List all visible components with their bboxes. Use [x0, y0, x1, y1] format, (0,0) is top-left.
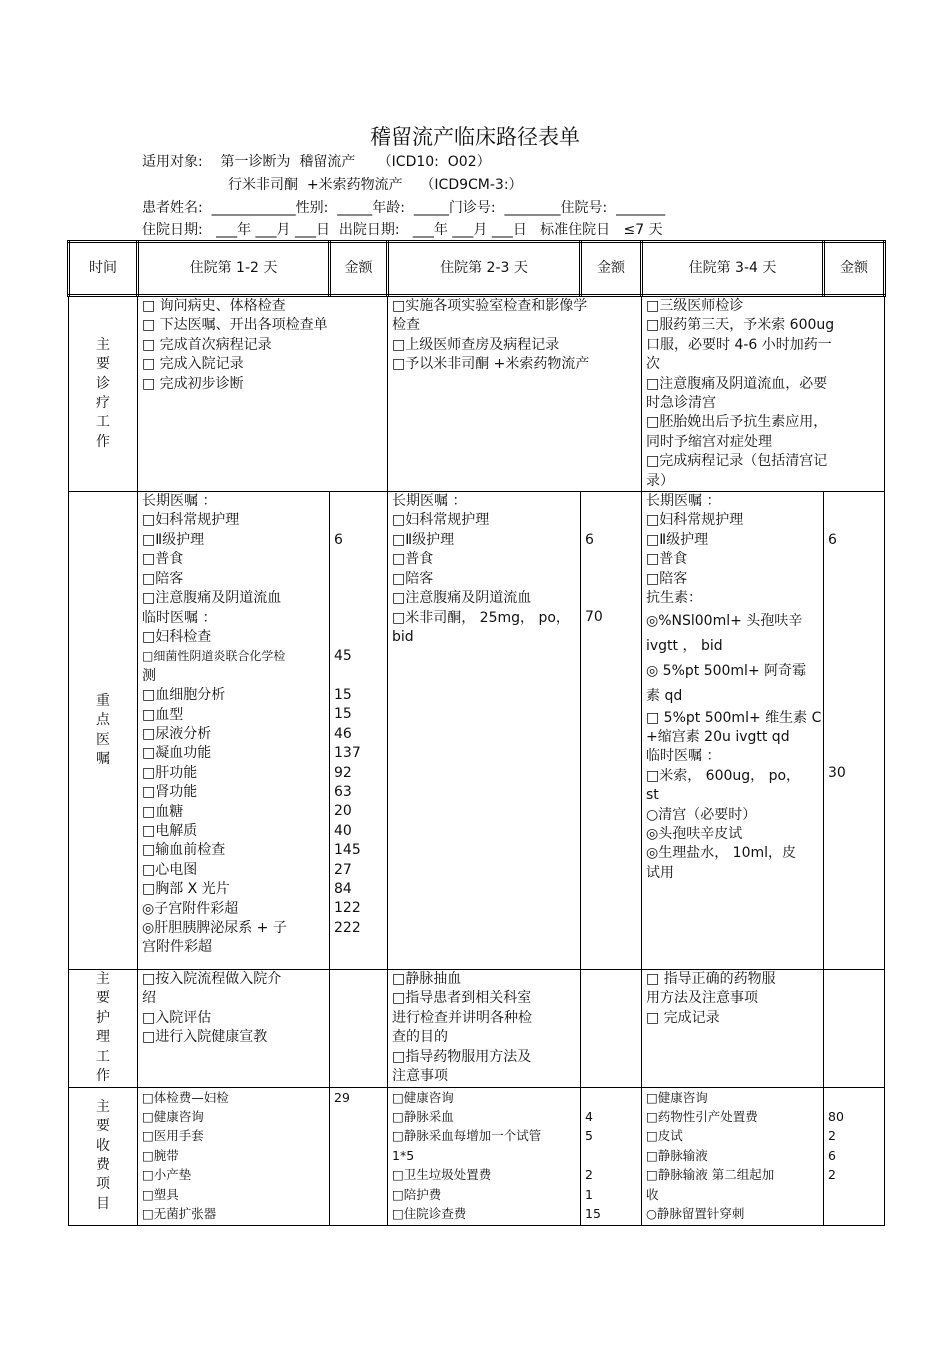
- orders-day3-line: ◎ 5%pt 500ml+ 阿奇霉: [646, 662, 807, 679]
- fees-day2-line: □卫生垃圾处置费: [392, 1167, 492, 1183]
- nursing-amount1: [330, 970, 388, 1087]
- main-work-day1-line: □ 完成初步诊断: [142, 375, 244, 392]
- orders-day1-line: □肾功能: [142, 784, 198, 801]
- orders-amount1-line: 6: [334, 531, 343, 548]
- fees-day3: [642, 1087, 824, 1225]
- main-work-day3: [642, 296, 885, 492]
- orders-day1-line: □尿液分析: [142, 725, 212, 742]
- main-work-day2-line: □予以米非司酮 +米索药物流产: [392, 356, 590, 373]
- fees-day3-line: □健康咨询: [646, 1089, 708, 1105]
- orders-day1-line: □Ⅱ级护理: [142, 531, 205, 548]
- orders-amount1-line: [334, 938, 383, 957]
- orders-amount2-line: [585, 511, 637, 530]
- main-work-day2-line: □实施各项实验室检查和影像学: [392, 298, 588, 314]
- orders-amount3-line: [828, 550, 880, 569]
- orders-day3-line: 临时医嘱 ：: [646, 748, 721, 765]
- main-work-day3-line: 录）: [646, 472, 674, 489]
- fees-day3-line: 收: [646, 1186, 659, 1202]
- col-day3: 住院第 3-4 天: [642, 242, 824, 296]
- header-applicable-object: 适用对象: 第一诊断为 稽留流产 （ICD10: O02）: [142, 154, 491, 170]
- nursing-day1-line: 绍: [142, 990, 156, 1007]
- nursing-day1-line: □按入院流程做入院介: [142, 971, 282, 988]
- nursing-amount2: [581, 970, 642, 1087]
- nursing-amount3: [824, 970, 885, 1087]
- fees-amount2-line: 15: [585, 1205, 601, 1221]
- orders-day2-line: □普食: [392, 551, 434, 568]
- fees-day1-line: □健康咨询: [142, 1108, 204, 1124]
- orders-day3-line: □陪客: [646, 570, 688, 587]
- fees-amount3-line: [828, 1204, 880, 1223]
- fees-day1-line: □塑具: [142, 1186, 179, 1202]
- orders-day3-line: +缩宫素 20u ivgtt qd: [646, 728, 790, 745]
- orders-amount3-line: 30: [828, 764, 846, 781]
- orders-amount2-line: 70: [585, 609, 603, 626]
- fees-day3-line: □皮试: [646, 1128, 683, 1144]
- fees-day1-line: □小产垫: [142, 1167, 192, 1183]
- fees-day2: [388, 1087, 581, 1225]
- orders-amount1-line: [334, 511, 383, 530]
- fees-amount1-line: [334, 1146, 383, 1165]
- main-work-day3-line: 次: [646, 356, 660, 373]
- fees-day3-line: □静脉输液: [646, 1147, 708, 1163]
- orders-amount2: [581, 492, 642, 970]
- nursing-day3-line: □ 完成记录: [646, 1009, 720, 1026]
- fees-amount1: [330, 1087, 388, 1225]
- nursing-day1-line: □入院评估: [142, 1009, 212, 1026]
- main-work-day2-line: 检查: [392, 317, 420, 334]
- orders-day2-line: 长期医嘱 ：: [392, 493, 467, 510]
- orders-amount1-line: [334, 492, 383, 511]
- orders-amount3-line: [828, 783, 880, 802]
- orders-amount3-line: [828, 744, 880, 763]
- orders-amount1-line: 45: [334, 648, 352, 665]
- orders-amount3-line: [828, 822, 880, 841]
- fees-amount3-line: 2: [828, 1167, 836, 1183]
- orders-amount1-line: 92: [334, 764, 352, 781]
- orders-day3-line: □Ⅱ级护理: [646, 531, 709, 548]
- row-label-nursing: 主要护理工作: [96, 971, 110, 1085]
- fees-amount3-line: 80: [828, 1108, 844, 1124]
- fees-amount2-line: 1: [585, 1186, 593, 1202]
- orders-amount1-line: 46: [334, 725, 352, 742]
- main-work-day1-line: □ 完成首次病程记录: [142, 336, 272, 353]
- fees-day2-line: □静脉采血: [392, 1108, 454, 1124]
- fees-amount1-line: [334, 1184, 383, 1203]
- row-fees: [69, 1087, 885, 1225]
- fees-amount2-line: 5: [585, 1128, 593, 1144]
- orders-day2-line: □陪客: [392, 570, 434, 587]
- orders-day1-line: □妇科检查: [142, 628, 212, 645]
- col-day2: 住院第 2-3 天: [388, 242, 581, 296]
- orders-day3-line: □ 5%pt 500ml+ 维生素 C: [646, 709, 822, 726]
- fees-amount3-line: 6: [828, 1147, 836, 1163]
- main-work-day1-line: □ 完成入院记录: [142, 356, 244, 373]
- orders-amount3-line: [828, 686, 880, 705]
- orders-amount1-line: 15: [334, 687, 352, 703]
- fees-amount2-line: [585, 1088, 637, 1107]
- orders-amount3-line: [828, 705, 880, 724]
- orders-amount3-line: [828, 647, 880, 666]
- orders-day1-line: ◎子宫附件彩超: [142, 900, 239, 917]
- orders-day1-line: □胸部 X 光片: [142, 881, 230, 898]
- orders-amount2-line: [585, 550, 637, 569]
- orders-day1-line: □血型: [142, 706, 184, 723]
- orders-day3-line: 长期医嘱 ：: [646, 493, 721, 510]
- nursing-day2-line: □指导药物服用方法及: [392, 1048, 532, 1065]
- fees-amount1-line: [334, 1107, 383, 1126]
- main-work-day3-line: 时急诊清宫: [646, 395, 716, 412]
- fees-day1-line: □体检费—妇检: [142, 1089, 229, 1105]
- orders-amount2-line: [585, 589, 637, 608]
- fees-day2-line: □静脉采血每增加一个试管: [392, 1128, 542, 1144]
- orders-day3-line: □妇科常规护理: [646, 512, 744, 529]
- orders-day2: [388, 492, 581, 970]
- main-work-day3-line: □注意腹痛及阴道流血，必要: [646, 375, 828, 392]
- fees-day1-line: □无菌扩张器: [142, 1205, 217, 1221]
- main-work-day1-line: □ 询问病史、体格检查: [142, 298, 286, 314]
- orders-day3-line: ◎%NSl00ml+ 头孢呋辛: [646, 612, 803, 629]
- fees-amount1-line: [334, 1165, 383, 1184]
- header-dates: 住院日期: ___年 ___月 ___日 出院日期: ___年 ___月 ___日 标准住院日 ≤7 天: [142, 222, 663, 238]
- orders-day1: [138, 492, 330, 970]
- fees-day2-line: □陪护费: [392, 1186, 442, 1202]
- row-orders: [69, 492, 885, 970]
- orders-amount1-line: [334, 628, 383, 647]
- orders-amount1-line: [334, 570, 383, 589]
- main-work-day2: [388, 296, 642, 492]
- orders-amount2-line: [585, 628, 637, 647]
- orders-amount3-line: [828, 628, 880, 647]
- orders-day3-line: ◎生理盐水， 10ml，皮: [646, 845, 797, 862]
- orders-amount1-line: [334, 589, 383, 608]
- orders-day1-line: ◎肝胆胰脾泌尿系 + 子: [142, 920, 287, 936]
- row-main-work: [69, 296, 885, 492]
- orders-day1-line: □输血前检查: [142, 842, 226, 859]
- nursing-day2-line: 查的目的: [392, 1029, 448, 1046]
- row-label-fees: 主要收费项目: [96, 1098, 110, 1212]
- orders-amount3-line: [828, 667, 880, 686]
- fees-amount1-line: [334, 1126, 383, 1145]
- orders-amount1-line: 137: [334, 745, 361, 762]
- orders-day1-line: □凝血功能: [142, 745, 212, 762]
- fees-amount2-line: [585, 1146, 637, 1165]
- row-label-main-work: 主要诊疗工作: [96, 336, 110, 450]
- orders-day3-line: 试用: [646, 864, 674, 881]
- nursing-day2: [388, 970, 581, 1087]
- col-amount3: 金额: [824, 242, 885, 296]
- orders-amount3-line: [828, 802, 880, 821]
- orders-day1-line: □心电图: [142, 861, 198, 878]
- orders-amount3-line: [828, 608, 880, 627]
- main-work-day3-line: □三级医师检诊: [646, 298, 744, 314]
- orders-amount1-line: 40: [334, 822, 352, 839]
- fees-amount2: [581, 1087, 642, 1225]
- orders-day3-line: □普食: [646, 551, 688, 568]
- orders-amount1-line: 15: [334, 706, 352, 723]
- nursing-day3-line: □ 指导正确的药物服: [646, 971, 776, 988]
- fees-amount1-line: 29: [334, 1089, 350, 1105]
- fees-amount3-line: 2: [828, 1128, 836, 1144]
- nursing-day2-line: 进行检查并讲明各种检: [392, 1009, 532, 1026]
- orders-amount1-line: [334, 608, 383, 627]
- orders-day1-line: 宫附件彩超: [142, 939, 212, 956]
- nursing-day2-line: 注意事项: [392, 1068, 448, 1085]
- fees-amount1-line: [334, 1204, 383, 1223]
- orders-amount3-line: 6: [828, 531, 837, 548]
- fees-amount3: [824, 1087, 885, 1225]
- fees-day2-line: □住院诊查费: [392, 1205, 467, 1221]
- orders-day1-line: □细菌性阴道炎联合化学检: [142, 649, 286, 664]
- orders-day1-line: □血细胞分析: [142, 687, 226, 704]
- orders-day1-line: 长期医嘱 ：: [142, 493, 217, 510]
- fees-amount3-line: [828, 1185, 880, 1204]
- table-header-row: [69, 242, 885, 296]
- nursing-day1: [138, 970, 330, 1087]
- row-nursing: [69, 970, 885, 1087]
- main-work-day1-line: □ 下达医嘱、开出各项检查单: [142, 317, 328, 334]
- fees-day3-line: □静脉输液 第二组起加: [646, 1167, 775, 1183]
- orders-amount3-line: [828, 725, 880, 744]
- orders-day2-line: □注意腹痛及阴道流血: [392, 590, 532, 607]
- orders-amount2-line: [585, 570, 637, 589]
- orders-amount2-line: [585, 492, 637, 511]
- orders-amount1-line: 145: [334, 842, 361, 859]
- nursing-day3-line: 用方法及注意事项: [646, 990, 758, 1007]
- orders-amount1-line: 20: [334, 803, 352, 820]
- clinical-pathway-table: [67, 240, 886, 1226]
- orders-day1-line: □电解质: [142, 822, 198, 839]
- fees-day1: [138, 1087, 330, 1225]
- fees-amount3-line: [828, 1088, 880, 1107]
- form-title: 稽留流产临床路径表单: [370, 125, 580, 149]
- orders-amount2-line: 6: [585, 531, 594, 548]
- main-work-day2-line: □上级医师查房及病程记录: [392, 336, 560, 353]
- nursing-day2-line: □静脉抽血: [392, 971, 462, 988]
- header-procedure: 行米非司酮 +米索药物流产 （ICD9CM-3:）: [228, 177, 523, 193]
- orders-day1-line: □注意腹痛及阴道流血: [142, 590, 282, 607]
- fees-day3-line: ○静脉留置针穿刺: [646, 1205, 745, 1221]
- orders-day1-line: □妇科常规护理: [142, 512, 240, 529]
- orders-amount1-line: [334, 667, 383, 686]
- fees-day2-line: 1*5: [392, 1147, 415, 1163]
- orders-day3-line: □米索， 600ug， po，: [646, 767, 801, 784]
- orders-amount1-line: 63: [334, 784, 352, 801]
- col-amount1: 金额: [330, 242, 388, 296]
- orders-day3-line: ○清宫（必要时）: [646, 806, 757, 823]
- fees-day2-line: □健康咨询: [392, 1089, 454, 1105]
- orders-day2-line: □妇科常规护理: [392, 512, 490, 529]
- fees-day1-line: □腕带: [142, 1147, 179, 1163]
- main-work-day3-line: 同时予缩宫对症处理: [646, 433, 772, 450]
- col-day1: 住院第 1-2 天: [138, 242, 330, 296]
- fees-day3-line: □药物性引产处置费: [646, 1108, 758, 1124]
- orders-amount1-line: 27: [334, 861, 352, 878]
- orders-day2-line: □Ⅱ级护理: [392, 531, 455, 548]
- row-label-orders: 重点医嘱: [96, 692, 110, 767]
- orders-day1-line: □陪客: [142, 570, 184, 587]
- nursing-day2-line: □指导患者到相关科室: [392, 990, 532, 1007]
- orders-amount1-line: [334, 550, 383, 569]
- main-work-day3-line: □服药第三天，予米索 600ug: [646, 317, 835, 334]
- orders-amount3-line: [828, 589, 880, 608]
- orders-day1-line: □血糖: [142, 803, 184, 820]
- fees-amount2-line: 2: [585, 1167, 593, 1183]
- orders-amount3: [824, 492, 885, 970]
- orders-day2-line: bid: [392, 628, 414, 645]
- orders-day3-line: ◎头孢呋辛皮试: [646, 825, 743, 842]
- orders-amount3-line: [828, 492, 880, 511]
- orders-day3-line: ivgtt ， bid: [646, 637, 723, 654]
- nursing-day1-line: □进行入院健康宣教: [142, 1029, 268, 1046]
- orders-day3-line: 抗生素：: [646, 590, 702, 607]
- orders-amount1: [330, 492, 388, 970]
- orders-amount3-line: [828, 570, 880, 589]
- orders-amount3-line: [828, 511, 880, 530]
- col-amount2: 金额: [581, 242, 642, 296]
- orders-day1-line: 测: [142, 667, 156, 684]
- orders-amount1-line: 222: [334, 919, 361, 936]
- orders-day3-line: st: [646, 787, 659, 804]
- orders-day1-line: 临时医嘱 ：: [142, 609, 217, 626]
- orders-day2-line: □米非司酮， 25mg， po，: [392, 609, 570, 626]
- orders-amount1-line: 84: [334, 881, 352, 898]
- header-patient-info: 患者姓名: ____________性别: _____年龄: _____门诊号: ________住院号: _______: [142, 200, 666, 216]
- orders-day1-line: □普食: [142, 551, 184, 568]
- orders-day1-line: □肝功能: [142, 764, 198, 781]
- main-work-day3-line: □完成病程记录（包括清宫记: [646, 453, 828, 470]
- orders-amount1-line: 122: [334, 900, 361, 917]
- fees-day1-line: □医用手套: [142, 1128, 204, 1144]
- main-work-day3-line: □胚胎娩出后予抗生素应用，: [646, 414, 828, 431]
- col-time: 时间: [69, 242, 138, 296]
- main-work-day1: [138, 296, 388, 492]
- main-work-day3-line: 口服，必要时 4-6 小时加药一: [646, 336, 832, 353]
- nursing-day3: [642, 970, 824, 1087]
- orders-day3-line: 素 qd: [646, 687, 683, 704]
- orders-amount3-line: [828, 841, 880, 860]
- fees-amount2-line: 4: [585, 1108, 593, 1124]
- orders-day3: [642, 492, 824, 970]
